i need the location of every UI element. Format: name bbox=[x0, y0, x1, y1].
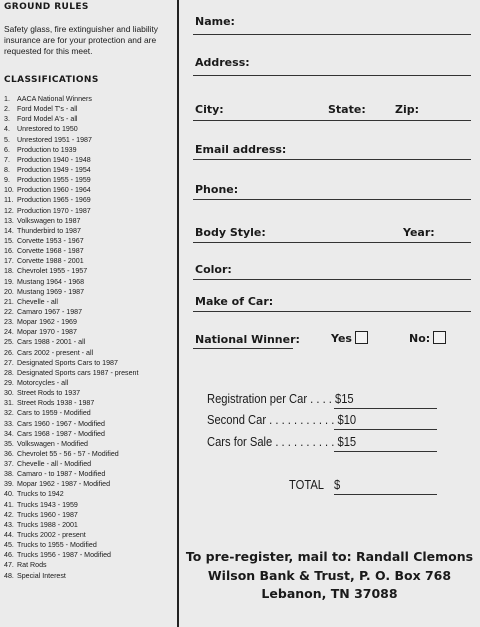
classification-label: Designated Sports cars 1987 - present bbox=[17, 368, 139, 377]
classification-label: Volkswagen to 1987 bbox=[17, 216, 81, 225]
total-label: TOTAL bbox=[289, 477, 325, 492]
classification-item bbox=[4, 297, 138, 307]
registration-fee-line bbox=[334, 408, 437, 409]
classification-label: Corvette 1988 - 2001 bbox=[17, 257, 84, 266]
classification-item bbox=[4, 429, 138, 439]
classification-label: Ford Model A's - all bbox=[17, 115, 78, 124]
classification-item bbox=[4, 530, 138, 540]
classification-number: 21. bbox=[4, 297, 14, 306]
classification-number: 38. bbox=[4, 470, 14, 479]
classification-number: 25. bbox=[4, 338, 14, 347]
classification-label: Thunderbird to 1987 bbox=[17, 226, 81, 235]
phone-line[interactable] bbox=[193, 199, 471, 200]
classification-item bbox=[4, 266, 138, 276]
mail-line-1: To pre-register, mail to: Randall Clemons bbox=[185, 549, 474, 564]
classification-item bbox=[4, 124, 138, 134]
classification-number: 41. bbox=[4, 500, 14, 509]
classification-number: 10. bbox=[4, 186, 14, 195]
classification-item bbox=[4, 571, 138, 581]
classification-label: Mopar 1962 - 1969 bbox=[17, 318, 77, 327]
classification-item bbox=[4, 256, 138, 266]
classification-number: 42. bbox=[4, 510, 14, 519]
classification-number: 18. bbox=[4, 267, 14, 276]
classification-label: Cars to 1959 - Modified bbox=[17, 409, 91, 418]
classification-number: 17. bbox=[4, 257, 14, 266]
classification-item bbox=[4, 165, 138, 175]
classification-number: 14. bbox=[4, 226, 14, 235]
classification-label: Chevelle - all - Modified bbox=[17, 460, 92, 469]
city-state-zip-line[interactable] bbox=[193, 120, 471, 121]
classification-label: Cars 1960 - 1967 - Modified bbox=[17, 419, 105, 428]
classification-label: Production 1940 - 1948 bbox=[17, 155, 91, 164]
classification-number: 29. bbox=[4, 378, 14, 387]
left-column bbox=[4, 0, 176, 627]
classification-label: Production 1965 - 1969 bbox=[17, 196, 91, 205]
cars-for-sale-fee: Cars for Sale . . . . . . . . . . $15 bbox=[207, 434, 357, 449]
registration-fee: Registration per Car . . . . $15 bbox=[207, 391, 354, 406]
classification-label: Unrestored 1951 - 1987 bbox=[17, 135, 92, 144]
classification-label: Production 1955 - 1959 bbox=[17, 176, 91, 185]
classification-number: 46. bbox=[4, 551, 14, 560]
classification-number: 2. bbox=[4, 105, 10, 114]
color-label: Color: bbox=[195, 263, 232, 276]
classification-item bbox=[4, 94, 138, 104]
classification-item bbox=[4, 175, 138, 185]
classification-number: 37. bbox=[4, 460, 14, 469]
classification-number: 35. bbox=[4, 439, 14, 448]
classification-item bbox=[4, 287, 138, 297]
classification-number: 11. bbox=[4, 196, 14, 205]
classification-label: Mustang 1964 - 1968 bbox=[17, 277, 85, 286]
classification-item bbox=[4, 236, 138, 246]
classification-number: 12. bbox=[4, 206, 14, 215]
classification-item bbox=[4, 560, 138, 570]
classification-label: Production 1970 - 1987 bbox=[17, 206, 91, 215]
classification-item bbox=[4, 195, 138, 205]
classification-item bbox=[4, 510, 138, 520]
classification-label: Mustang 1969 - 1987 bbox=[17, 287, 85, 296]
classification-item bbox=[4, 145, 138, 155]
classification-label: Unrestored to 1950 bbox=[17, 125, 78, 134]
address-label: Address: bbox=[195, 56, 250, 69]
classification-number: 44. bbox=[4, 531, 14, 540]
national-winner-underline bbox=[193, 348, 293, 349]
classification-number: 40. bbox=[4, 490, 14, 499]
classification-item bbox=[4, 419, 138, 429]
classification-number: 32. bbox=[4, 409, 14, 418]
classification-label: Trucks 1988 - 2001 bbox=[17, 520, 78, 529]
classification-label: Production to 1939 bbox=[17, 145, 77, 154]
make-label: Make of Car: bbox=[195, 295, 274, 308]
classification-number: 1. bbox=[4, 95, 10, 103]
classification-item bbox=[4, 348, 138, 358]
classification-item bbox=[4, 439, 138, 449]
classification-number: 28. bbox=[4, 368, 14, 377]
classification-label: Trucks to 1955 - Modified bbox=[17, 541, 97, 550]
classification-number: 4. bbox=[4, 125, 10, 134]
classification-label: Cars 1988 - 2001 - all bbox=[17, 338, 86, 347]
yes-checkbox[interactable] bbox=[355, 331, 368, 344]
classification-item bbox=[4, 307, 138, 317]
second-car-fee: Second Car . . . . . . . . . . . $10 bbox=[207, 412, 357, 427]
classification-item bbox=[4, 388, 138, 398]
classification-label: Corvette 1968 - 1987 bbox=[17, 247, 84, 256]
classification-label: Chevelle - all bbox=[17, 297, 59, 306]
classification-label: Corvette 1953 - 1967 bbox=[17, 236, 84, 245]
classification-label: Chevrolet 1955 - 1957 bbox=[17, 267, 88, 276]
email-label: Email address: bbox=[195, 143, 287, 156]
classification-number: 24. bbox=[4, 328, 14, 337]
classification-item bbox=[4, 368, 138, 378]
classification-item bbox=[4, 185, 138, 195]
classification-item bbox=[4, 520, 138, 530]
classification-item bbox=[4, 114, 138, 124]
city-label: City: bbox=[195, 103, 224, 116]
national-winner-label: National Winner: bbox=[195, 333, 300, 346]
classification-item bbox=[4, 206, 138, 216]
classification-number: 26. bbox=[4, 348, 14, 357]
classification-label: Production 1949 - 1954 bbox=[17, 165, 91, 174]
classification-label: Trucks 1943 - 1959 bbox=[17, 500, 78, 509]
classification-item bbox=[4, 327, 138, 337]
email-line[interactable] bbox=[193, 159, 471, 160]
classification-number: 34. bbox=[4, 429, 14, 438]
zip-label: Zip: bbox=[395, 103, 420, 116]
classification-number: 19. bbox=[4, 277, 14, 286]
classification-label: Designated Sports Cars to 1987 bbox=[17, 358, 118, 367]
mail-line-2: Wilson Bank & Trust, P. O. Box 768 bbox=[207, 568, 452, 583]
classification-label: Trucks to 1942 bbox=[17, 490, 64, 499]
classification-number: 31. bbox=[4, 399, 14, 408]
no-label: No: bbox=[409, 332, 431, 345]
classification-label: Camaro 1967 - 1987 bbox=[17, 307, 83, 316]
classification-label: Street Rods 1938 - 1987 bbox=[17, 399, 95, 408]
classification-label: Chevrolet 55 - 56 - 57 - Modified bbox=[17, 449, 119, 458]
classification-label: Volkswagen - Modified bbox=[17, 439, 88, 448]
classification-list bbox=[4, 94, 138, 581]
classification-item bbox=[4, 408, 138, 418]
classification-item bbox=[4, 337, 138, 347]
classification-label: AACA National Winners bbox=[17, 95, 92, 103]
make-line[interactable] bbox=[193, 311, 471, 312]
classification-label: Mopar 1970 - 1987 bbox=[17, 328, 77, 337]
name-line[interactable] bbox=[193, 34, 471, 35]
classification-number: 43. bbox=[4, 520, 14, 529]
body-style-label: Body Style: bbox=[195, 226, 266, 239]
no-checkbox[interactable] bbox=[433, 331, 446, 344]
yes-option[interactable] bbox=[331, 331, 368, 345]
second-car-fee-line bbox=[334, 429, 437, 430]
classification-number: 5. bbox=[4, 135, 10, 144]
total-line[interactable] bbox=[334, 494, 437, 495]
classification-label: Mopar 1962 - 1987 - Modified bbox=[17, 480, 111, 489]
classification-number: 13. bbox=[4, 216, 14, 225]
classification-number: 22. bbox=[4, 307, 14, 316]
classification-number: 30. bbox=[4, 389, 14, 398]
total-dollar-sign: $ bbox=[334, 477, 341, 492]
mail-line-3: Lebanon, TN 37088 bbox=[261, 586, 398, 601]
classification-label: Motorcycles - all bbox=[17, 378, 69, 387]
address-line[interactable] bbox=[193, 75, 471, 76]
classification-label: Special Interest bbox=[17, 571, 66, 580]
classification-item bbox=[4, 226, 138, 236]
ground-rules-title: GROUND RULES bbox=[4, 2, 89, 12]
classification-number: 45. bbox=[4, 541, 14, 550]
classification-number: 23. bbox=[4, 318, 14, 327]
classification-item bbox=[4, 277, 138, 287]
classification-number: 9. bbox=[4, 176, 10, 185]
classification-item bbox=[4, 317, 138, 327]
classification-number: 16. bbox=[4, 247, 14, 256]
classification-label: Cars 1968 - 1987 - Modified bbox=[17, 429, 105, 438]
classification-item bbox=[4, 469, 138, 479]
classification-item bbox=[4, 479, 138, 489]
classification-item bbox=[4, 540, 138, 550]
phone-label: Phone: bbox=[195, 183, 239, 196]
year-label: Year: bbox=[403, 226, 435, 239]
classification-label: Rat Rods bbox=[17, 561, 47, 570]
classification-label: Cars 2002 - present - all bbox=[17, 348, 94, 357]
state-label: State: bbox=[328, 103, 366, 116]
classification-number: 3. bbox=[4, 115, 10, 124]
classification-number: 39. bbox=[4, 480, 14, 489]
classification-item bbox=[4, 550, 138, 560]
cars-for-sale-fee-line bbox=[334, 451, 437, 452]
classification-number: 33. bbox=[4, 419, 14, 428]
classification-item bbox=[4, 449, 138, 459]
classification-item bbox=[4, 459, 138, 469]
classification-number: 7. bbox=[4, 155, 10, 164]
classification-number: 6. bbox=[4, 145, 10, 154]
classification-label: Camaro - to 1987 - Modified bbox=[17, 470, 106, 479]
classification-number: 15. bbox=[4, 236, 14, 245]
classification-number: 48. bbox=[4, 571, 14, 580]
classification-label: Street Rods to 1937 bbox=[17, 389, 81, 398]
classification-item bbox=[4, 358, 138, 368]
classification-item bbox=[4, 500, 138, 510]
classification-item bbox=[4, 398, 138, 408]
classification-number: 20. bbox=[4, 287, 14, 296]
classification-item bbox=[4, 216, 138, 226]
classification-item bbox=[4, 489, 138, 499]
classification-number: 47. bbox=[4, 561, 14, 570]
name-label: Name: bbox=[195, 15, 235, 28]
classification-item bbox=[4, 378, 138, 388]
classification-item bbox=[4, 246, 138, 256]
classifications-title: CLASSIFICATIONS bbox=[4, 75, 99, 85]
body-style-line[interactable] bbox=[193, 242, 471, 243]
classification-label: Trucks 1956 - 1987 - Modified bbox=[17, 551, 111, 560]
ground-rules-text: Safety glass, fire extinguisher and liability insurance are for your protection and are requested for this meet. bbox=[4, 24, 159, 56]
classification-label: Ford Model T's - all bbox=[17, 105, 78, 114]
classification-number: 8. bbox=[4, 165, 10, 174]
no-option[interactable] bbox=[409, 331, 446, 345]
classification-number: 27. bbox=[4, 358, 14, 367]
classification-item bbox=[4, 155, 138, 165]
classification-label: Trucks 2002 - present bbox=[17, 531, 86, 540]
yes-label: Yes bbox=[331, 332, 352, 345]
classification-number: 36. bbox=[4, 449, 14, 458]
classification-item bbox=[4, 104, 138, 114]
classification-label: Production 1960 - 1964 bbox=[17, 186, 91, 195]
color-line[interactable] bbox=[193, 279, 471, 280]
classification-label: Trucks 1960 - 1987 bbox=[17, 510, 78, 519]
registration-form bbox=[179, 0, 480, 627]
classification-item bbox=[4, 135, 138, 145]
